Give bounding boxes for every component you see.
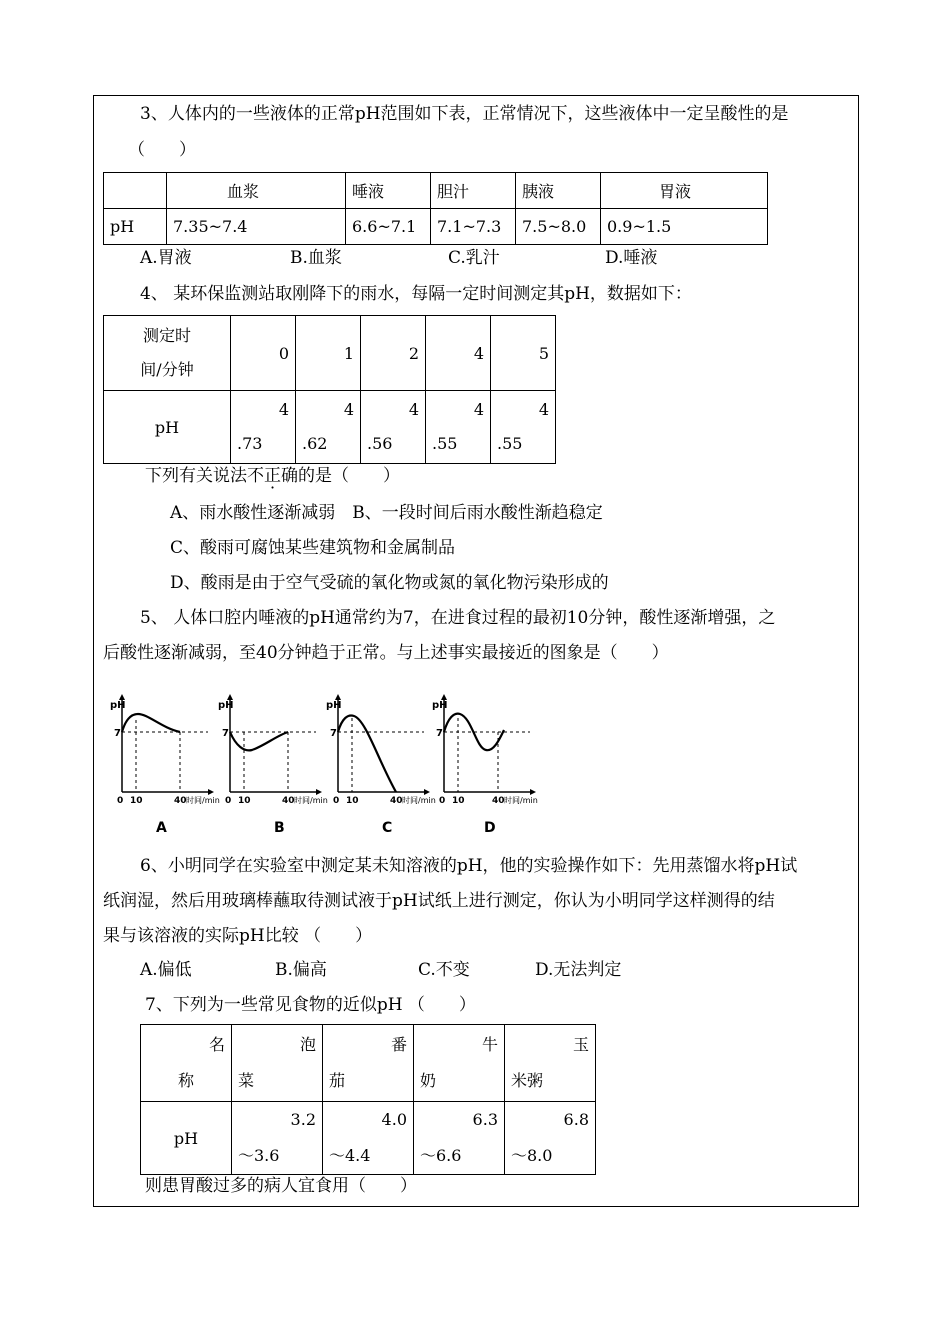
graph-x-tick: 40 xyxy=(174,796,187,806)
q4-time-label-2: 间/分钟 xyxy=(140,360,194,379)
q7-ph-cell xyxy=(505,1102,596,1175)
q4-ph-int: 4 xyxy=(278,400,289,419)
graph-y-tick: 7 xyxy=(330,728,337,739)
q3-option-a: A.胃液 xyxy=(140,248,192,268)
graph-label: A xyxy=(156,820,167,836)
q7-ph-cell xyxy=(232,1102,323,1175)
graph-x-tick: 10 xyxy=(130,796,143,806)
q3-row-cell: 6.6~7.1 xyxy=(346,209,431,245)
q6-line-2: 纸润湿，然后用玻璃棒蘸取待测试液于pH试纸上进行测定，你认为小明同学这样测得的结 xyxy=(103,891,775,911)
graph-x-tick: 40 xyxy=(492,796,505,806)
q7-name-top: 玉 xyxy=(572,1035,589,1054)
q7-name-top: 牛 xyxy=(481,1035,498,1054)
q3-header-cell xyxy=(104,173,167,209)
q7-ph-top: 3.2 xyxy=(290,1110,316,1129)
q7-name-top: 番 xyxy=(390,1035,407,1054)
graph-label: D xyxy=(484,820,496,836)
q6-option-c: C.不变 xyxy=(418,960,470,980)
graph-x-tick: 10 xyxy=(452,796,465,806)
q6-line-1: 6、小明同学在实验室中测定某未知溶液的pH，他的实验操作如下：先用蒸馏水将pH试 xyxy=(140,856,798,876)
graph-y-axis: pH xyxy=(432,700,448,711)
q3-option-c: C.乳汁 xyxy=(448,248,500,268)
q4-table xyxy=(103,315,556,464)
q6-option-a: A.偏低 xyxy=(140,960,192,980)
q4-ph-int: 4 xyxy=(538,400,549,419)
q7-question: 则患胃酸过多的病人宜食用（ ） xyxy=(145,1176,417,1196)
q4-ph-cell xyxy=(491,391,556,464)
q5-graphs xyxy=(100,690,550,840)
q7-name-top: 名 xyxy=(208,1035,225,1054)
graph-x-axis: 时间/min xyxy=(186,796,220,805)
q7-name-bottom: 菜 xyxy=(238,1071,255,1090)
graph-x-tick: 0 xyxy=(225,796,232,806)
q5-line-2: 后酸性逐渐减弱，至40分钟趋于正常。与上述事实最接近的图象是（ ） xyxy=(103,643,669,663)
q4-time-cell: 5 xyxy=(491,316,556,391)
q7-name-bottom: 奶 xyxy=(420,1071,437,1090)
graph-x-axis: 时间/min xyxy=(504,796,538,805)
q3-header-cell: 胰液 xyxy=(516,173,601,209)
q4-stem: 4、 某环保监测站取刚降下的雨水，每隔一定时间测定其pH，数据如下： xyxy=(140,284,692,304)
q3-option-b: B.血浆 xyxy=(290,248,342,268)
graph-y-axis: pH xyxy=(326,700,342,711)
q3-row-cell: 7.1~7.3 xyxy=(431,209,516,245)
q7-ph-bottom: ～4.4 xyxy=(329,1146,371,1165)
q7-ph-top: 6.8 xyxy=(563,1110,589,1129)
q3-stem: 3、人体内的一些液体的正常pH范围如下表，正常情况下，这些液体中一定呈酸性的是 xyxy=(140,104,789,124)
q7-name-cell xyxy=(414,1025,505,1102)
q4-ph-dec: .56 xyxy=(367,434,393,453)
q7-name-bottom: 米粥 xyxy=(511,1071,544,1090)
graph-x-tick: 10 xyxy=(238,796,251,806)
q4-ph-dec: .73 xyxy=(237,434,263,453)
graph-label: C xyxy=(382,820,393,836)
q7-ph-top: 6.3 xyxy=(472,1110,498,1129)
q5-line-1: 5、 人体口腔内唾液的pH通常约为7，在进食过程的最初10分钟，酸性逐渐增强，之 xyxy=(140,608,776,628)
q4-ph-int: 4 xyxy=(343,400,354,419)
q7-ph-label: pH xyxy=(141,1102,232,1175)
graph-y-tick: 7 xyxy=(114,728,121,739)
q4-question-emphasis: 不正确 xyxy=(247,466,298,486)
q4-time-cell: 4 xyxy=(426,316,491,391)
q4-ph-cell xyxy=(361,391,426,464)
q6-option-d: D.无法判定 xyxy=(535,960,622,980)
q3-header-cell: 胃液 xyxy=(601,173,768,209)
q3-header-cell: 唾液 xyxy=(346,173,431,209)
q4-time-cell: 1 xyxy=(296,316,361,391)
q7-name-bottom: 称 xyxy=(177,1071,194,1090)
q3-row-cell: 7.35~7.4 xyxy=(167,209,346,245)
q7-ph-cell xyxy=(323,1102,414,1175)
q3-header-cell: 血浆 xyxy=(167,173,346,209)
graph-x-axis: 时间/min xyxy=(402,796,436,805)
q4-ph-cell xyxy=(296,391,361,464)
q4-option-c: C、酸雨可腐蚀某些建筑物和金属制品 xyxy=(170,538,456,558)
q4-question xyxy=(145,466,400,486)
q7-name-cell xyxy=(505,1025,596,1102)
q7-ph-bottom: ～6.6 xyxy=(420,1146,462,1165)
graph-x-tick: 0 xyxy=(117,796,124,806)
q7-ph-top: 4.0 xyxy=(381,1110,407,1129)
graph-x-tick: 0 xyxy=(439,796,446,806)
q3-row-cell: pH xyxy=(104,209,167,245)
q6-option-b: B.偏高 xyxy=(275,960,327,980)
q7-stem: 7、下列为一些常见食物的近似pH （ ） xyxy=(145,995,476,1015)
q4-ph-int: 4 xyxy=(408,400,419,419)
q4-ph-dec: .62 xyxy=(302,434,328,453)
q4-ph-int: 4 xyxy=(473,400,484,419)
q4-option-ab: A、雨水酸性逐渐减弱 B、一段时间后雨水酸性渐趋稳定 xyxy=(170,503,603,523)
graph-y-axis: pH xyxy=(110,700,126,711)
q4-question-post: 的是（ ） xyxy=(298,466,400,486)
q4-ph-cell xyxy=(426,391,491,464)
q3-header-cell: 胆汁 xyxy=(431,173,516,209)
graph-label: B xyxy=(274,820,285,836)
q4-question-pre: 下列有关说法 xyxy=(145,466,247,486)
graph-x-tick: 40 xyxy=(390,796,403,806)
q3-paren: （ ） xyxy=(128,140,196,160)
q7-name-cell xyxy=(323,1025,414,1102)
graph-y-tick: 7 xyxy=(436,728,443,739)
q7-name-top: 泡 xyxy=(299,1035,316,1054)
graph-x-tick: 10 xyxy=(346,796,359,806)
q3-table xyxy=(103,172,768,245)
q7-name-cell xyxy=(232,1025,323,1102)
graph-x-tick: 0 xyxy=(333,796,340,806)
graph-y-tick: 7 xyxy=(222,728,229,739)
graph-x-tick: 40 xyxy=(282,796,295,806)
graph-d xyxy=(432,694,538,836)
graph-a xyxy=(110,694,220,836)
q4-time-label-1: 测定时 xyxy=(142,326,191,345)
q3-option-d: D.唾液 xyxy=(605,248,658,268)
q4-ph-dec: .55 xyxy=(497,434,523,453)
q4-ph-label: pH xyxy=(104,391,231,464)
q7-name-cell xyxy=(141,1025,232,1102)
q4-ph-dec: .55 xyxy=(432,434,458,453)
graph-y-axis: pH xyxy=(218,700,234,711)
q4-option-d: D、酸雨是由于空气受硫的氧化物或氮的氧化物污染形成的 xyxy=(170,573,609,593)
graph-x-axis: 时间/min xyxy=(294,796,328,805)
graph-c xyxy=(326,694,436,836)
q7-ph-cell xyxy=(414,1102,505,1175)
q4-time-cell: 0 xyxy=(231,316,296,391)
q4-time-label xyxy=(104,316,231,391)
q4-time-cell: 2 xyxy=(361,316,426,391)
q7-name-bottom: 茄 xyxy=(329,1071,346,1090)
q4-ph-cell xyxy=(231,391,296,464)
q3-row-cell: 0.9~1.5 xyxy=(601,209,768,245)
q7-ph-bottom: ～8.0 xyxy=(511,1146,553,1165)
graph-b xyxy=(218,694,328,836)
q6-line-3: 果与该溶液的实际pH比较 （ ） xyxy=(103,926,373,946)
q3-row-cell: 7.5~8.0 xyxy=(516,209,601,245)
q7-ph-bottom: ～3.6 xyxy=(238,1146,280,1165)
q7-table xyxy=(140,1024,596,1175)
